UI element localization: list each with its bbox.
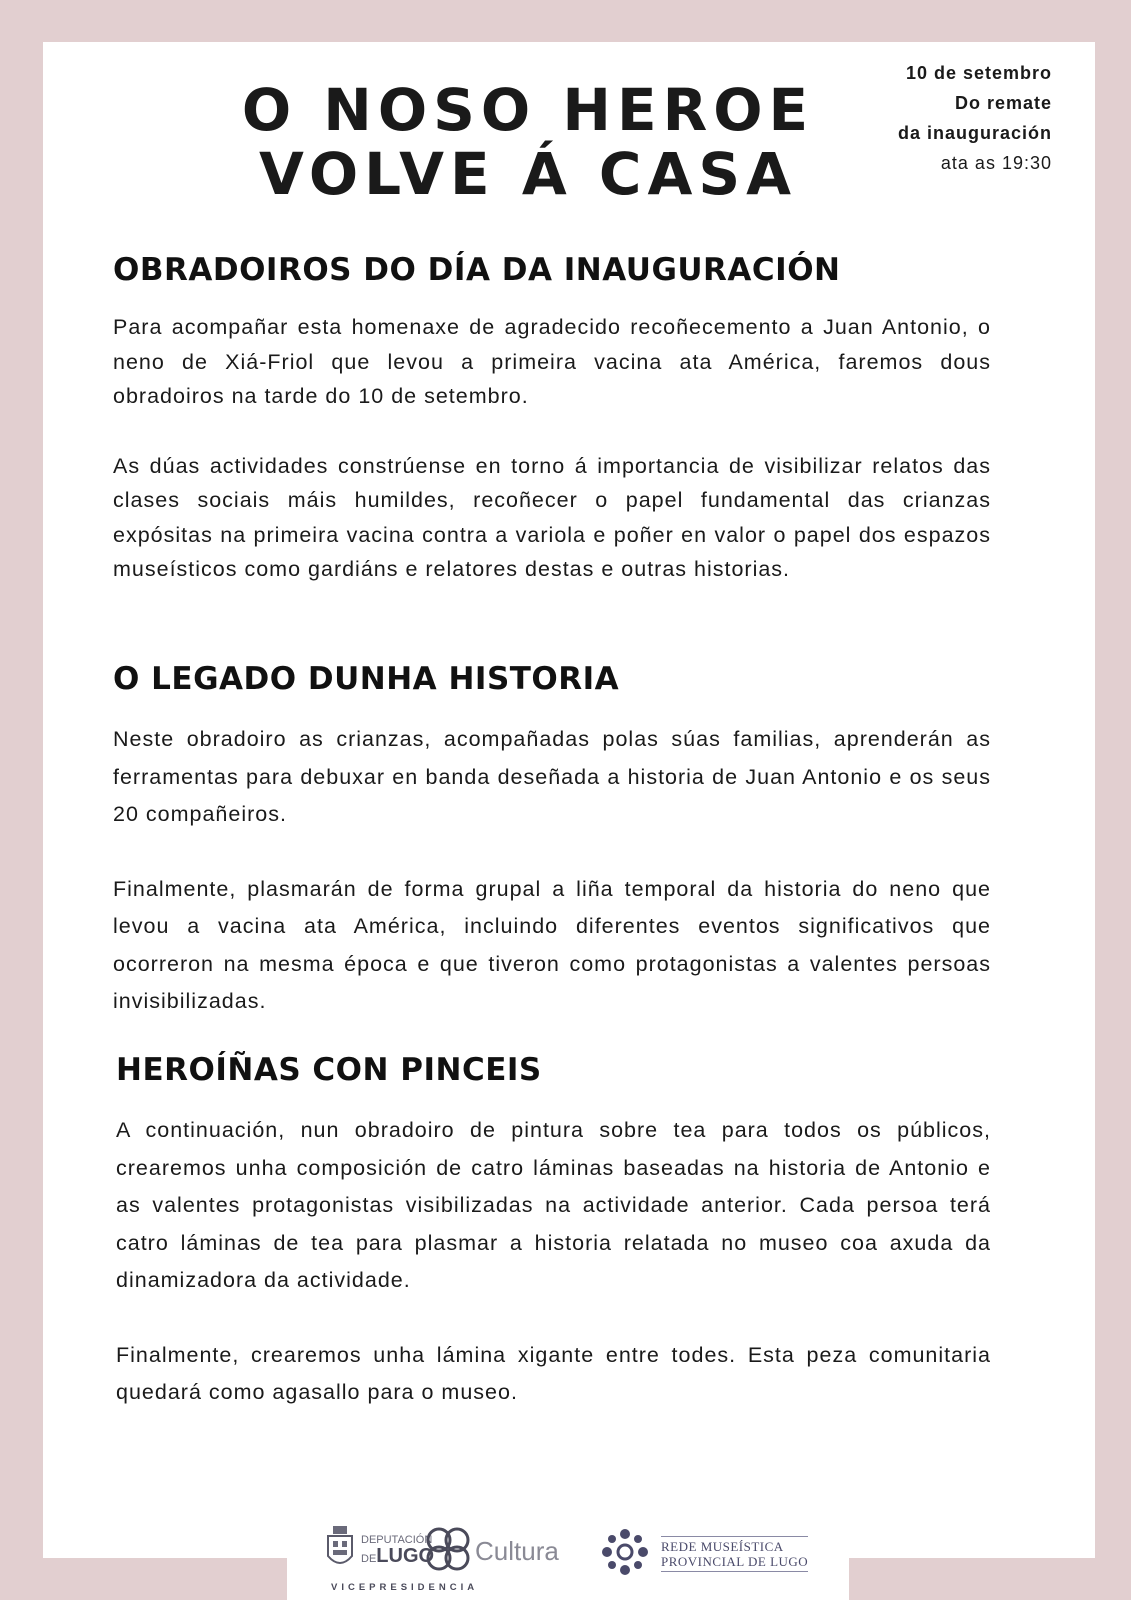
deputacion-text: DEPUTACIÓN DELUGO bbox=[361, 1534, 435, 1567]
deputacion-lugo-logo bbox=[325, 1526, 575, 1596]
event-time-start-line2: da inauguración bbox=[897, 123, 1052, 143]
section-paragraph: Finalmente, plasmarán de forma grupal a liña temporal da historia do neno que levou a vacina ata América, incluindo diferentes eventos significativos que ocorreron na mesma época e que tiveron como protagonistas a valentes persoas invisibilizadas. bbox=[113, 876, 991, 1013]
section-paragraph: Neste obradoiro as crianzas, acompañadas polas súas familias, aprenderán as ferramentas para debuxar en banda deseñada a historia de Juan Antonio e os seus 20 compañeiros. bbox=[113, 727, 991, 826]
coat-of-arms-icon bbox=[325, 1526, 355, 1572]
cultura-rings-icon bbox=[425, 1526, 471, 1572]
section-paragraph: Finalmente, crearemos unha lámina xigante entre todes. Esta peza comunitaria quedará como agasallo para o museo. bbox=[116, 1342, 991, 1404]
footer-logos bbox=[287, 1516, 849, 1600]
event-date: 10 de setembro bbox=[905, 63, 1052, 83]
section-heading: HEROÍÑAS CON PINCEIS bbox=[116, 1052, 542, 1088]
event-time-start-line1: Do remate bbox=[954, 93, 1052, 113]
cultura-label: Cultura bbox=[475, 1536, 559, 1566]
document-page bbox=[43, 42, 1095, 1558]
rede-museistica-text: REDE MUSEÍSTICA PROVINCIAL DE LUGO bbox=[661, 1536, 808, 1572]
section-heading: OBRADOIROS DO DÍA DA INAUGURACIÓN bbox=[113, 252, 841, 288]
page-title bbox=[43, 78, 1013, 206]
section-heroinas bbox=[116, 1052, 991, 1412]
rede-museistica-logo bbox=[597, 1534, 837, 1594]
vicepresidencia-label: VICEPRESIDENCIA bbox=[331, 1582, 479, 1593]
section-workshops bbox=[113, 252, 991, 587]
title-line-2: VOLVE Á CASA bbox=[258, 140, 798, 208]
section-paragraph: Para acompañar esta homenaxe de agradecido recoñecemento a Juan Antonio, o neno de Xiá-Friol que levou a primeira vacina ata América, faremos dous obradoiros na tarde do 10 de setembro. bbox=[113, 315, 991, 408]
section-heading: O LEGADO DUNHA HISTORIA bbox=[113, 661, 620, 697]
event-time-end: ata as 19:30 bbox=[940, 153, 1052, 173]
title-line-1: O NOSO HEROE bbox=[241, 76, 815, 144]
rede-emblem-icon bbox=[597, 1524, 653, 1580]
section-paragraph: A continuación, nun obradoiro de pintura sobre tea para todos os públicos, crearemos unha composición de catro láminas baseadas na historia de Antonio e as valentes protagonistas visibilizadas na actividade anterior. Cada persoa terá catro láminas de tea para plasmar a historia relatada no museo coa axuda da dinamizadora da actividade. bbox=[116, 1118, 991, 1292]
section-paragraph: As dúas actividades constrúense en torno á importancia de visibilizar relatos das clases sociais máis humildes, recoñecer o papel fundamental das crianzas expósitas na primeira vacina contra a variola e poñer en valor o papel dos espazos museísticos como gardiáns e relatores destas e outras historias. bbox=[113, 453, 991, 581]
section-legado bbox=[113, 661, 991, 1021]
